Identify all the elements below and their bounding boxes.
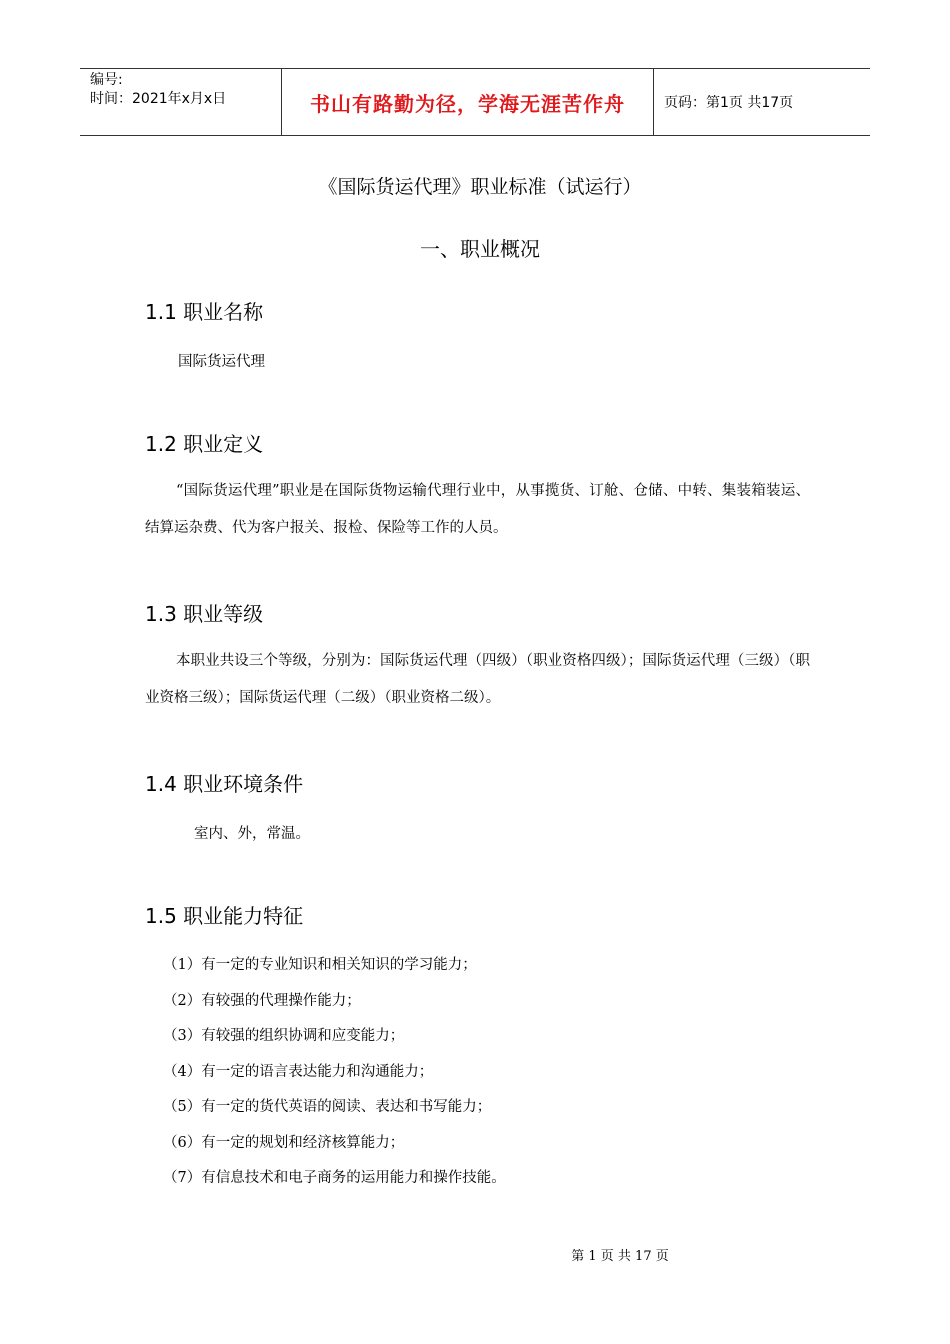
- header-motto-cell: [281, 69, 654, 135]
- section-body-1-1: 国际货运代理: [178, 354, 265, 370]
- page-info-text: 页码：第1页 共17页: [664, 95, 794, 111]
- chapter-title: 一、职业概况: [420, 237, 540, 261]
- list-item: （2）有较强的代理操作能力；: [163, 992, 361, 1009]
- section-body-1-3: 本职业共设三个等级，分别为：国际货运代理（四级）（职业资格四级）；国际货运代理（三级）（职业资格三级）；国际货运代理（二级）（职业资格二级）。: [145, 653, 810, 706]
- section-heading-1-4: 1.4 职业环境条件: [145, 772, 304, 796]
- section-heading-1-3: 1.3 职业等级: [145, 602, 264, 626]
- section-heading-1-2: 1.2 职业定义: [145, 432, 264, 456]
- section-heading-1-5: 1.5 职业能力特征: [145, 904, 304, 928]
- list-item: （7）有信息技术和电子商务的运用能力和操作技能。: [163, 1170, 506, 1186]
- ability-list: [163, 948, 506, 1197]
- section-body-1-4: 室内、外，常温。: [194, 826, 310, 842]
- motto-text: 书山有路勤为径，学海无涯苦作舟: [310, 91, 625, 116]
- number-label: 编号:: [90, 72, 123, 88]
- page-footer: 第 1 页 共 17 页: [571, 1249, 669, 1264]
- list-item: （3）有较强的组织协调和应变能力；: [163, 1028, 405, 1044]
- document-title: 《国际货运代理》职业标准（试运行）: [318, 176, 642, 198]
- header-page-info: [654, 69, 870, 135]
- list-item: （1）有一定的专业知识和相关知识的学习能力；: [163, 957, 477, 973]
- list-item: （4）有一定的语言表达能力和沟通能力；: [163, 1063, 434, 1080]
- list-item: （6）有一定的规划和经济核算能力；: [163, 1134, 405, 1151]
- date-label: 时间：2021年x月x日: [90, 91, 227, 107]
- section-body-1-2: “国际货运代理”职业是在国际货物运输代理行业中，从事揽货、订舱、仓储、中转、集装箱装运、结算运杂费、代为客户报关、报检、保险等工作的人员。: [145, 483, 810, 536]
- section-heading-1-1: 1.1 职业名称: [145, 300, 264, 324]
- list-item: （5）有一定的货代英语的阅读、表达和书写能力；: [163, 1099, 492, 1115]
- document-header: [80, 68, 870, 136]
- header-meta: [80, 69, 281, 135]
